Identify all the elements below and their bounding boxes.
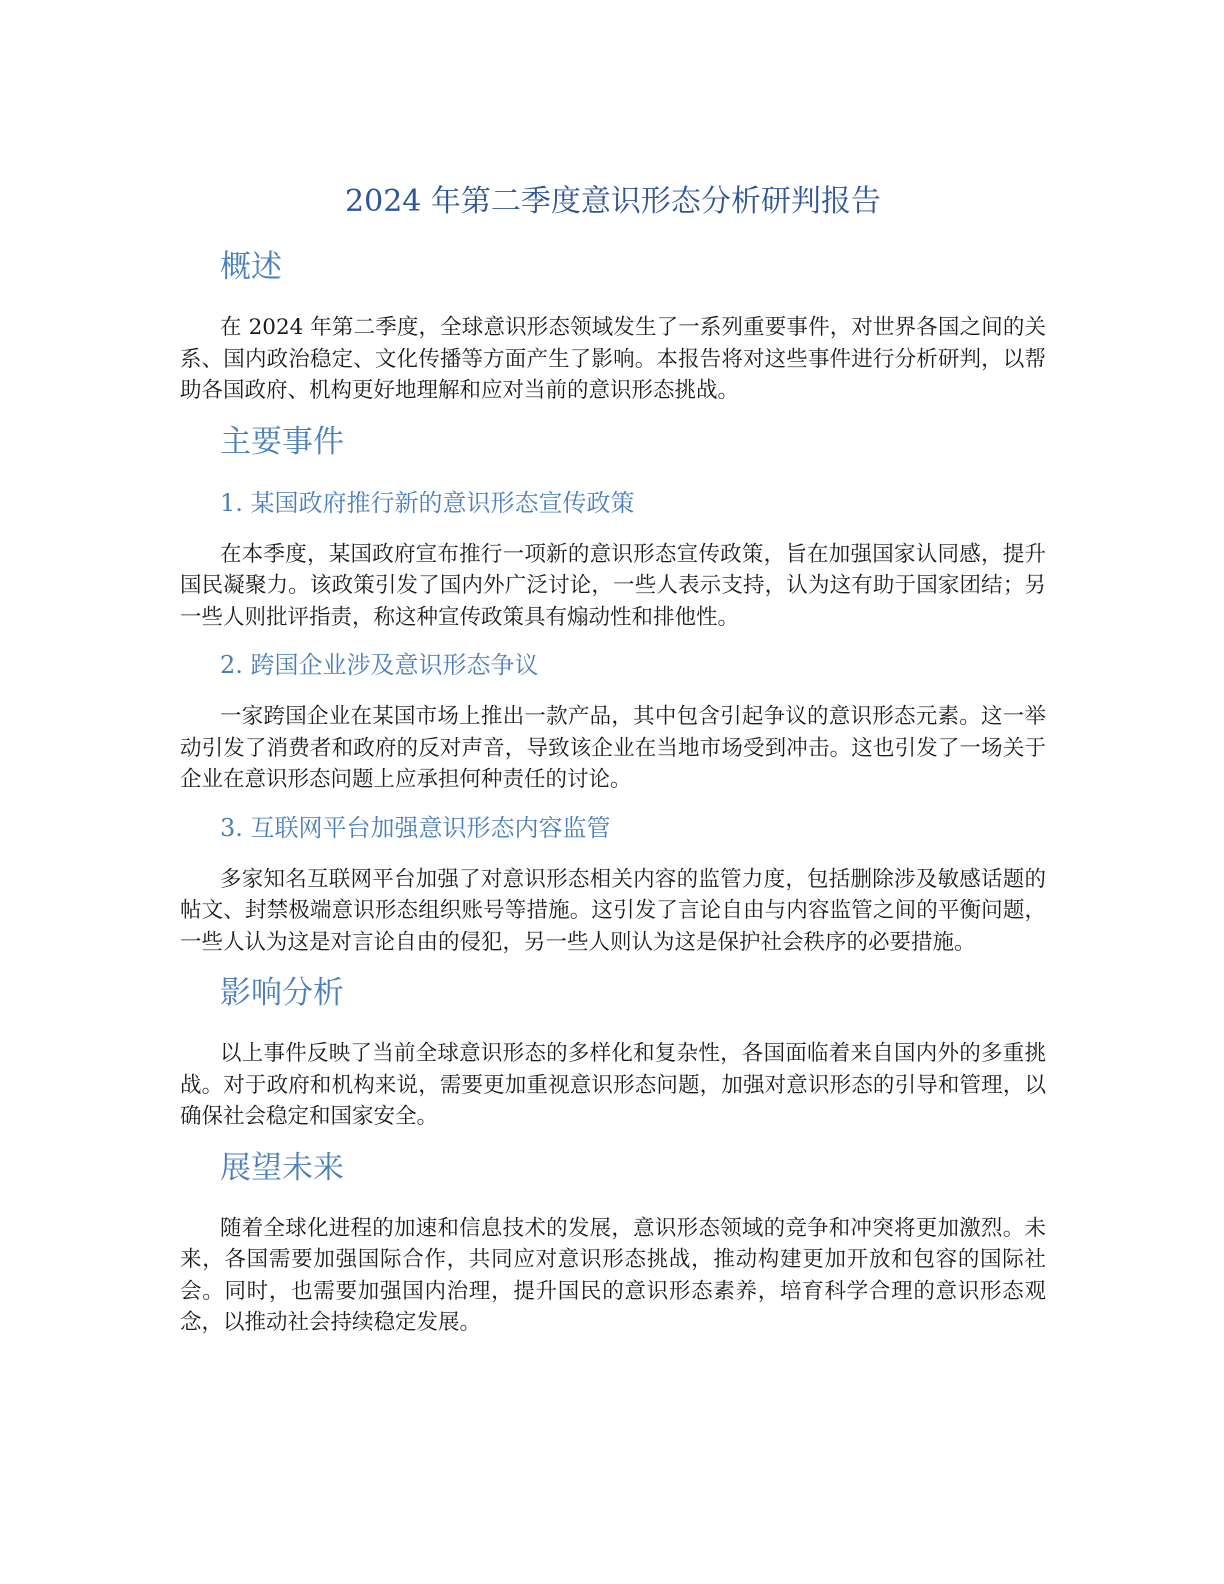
paragraph-impact: 以上事件反映了当前全球意识形态的多样化和复杂性，各国面临着来自国内外的多重挑战。对于政府和机构来说，需要更加重视意识形态问题，加强对意识形态的引导和管理，以确保社会稳定和国家安全。 [180, 1041, 1046, 1129]
section-heading-overview: 概述 [220, 249, 282, 285]
event-heading-3: 3. 互联网平台加强意识形态内容监管 [220, 813, 611, 842]
paragraph-event-1: 在本季度，某国政府宣布推行一项新的意识形态宣传政策，旨在加强国家认同感，提升国民凝聚力。该政策引发了国内外广泛讨论，一些人表示支持，认为这有助于国家团结；另一些人则批评指责，称这种宣传政策具有煽动性和排他性。 [180, 541, 1046, 630]
paragraph-outlook: 随着全球化进程的加速和信息技术的发展，意识形态领域的竞争和冲突将更加激烈。未来，各国需要加强国际合作，共同应对意识形态挑战，推动构建更加开放和包容的国际社会。同时，也需要加强国内治理，提升国民的意识形态素养，培育科学合理的意识形态观念，以推动社会持续稳定发展。 [180, 1215, 1046, 1335]
paragraph-overview: 在 2024 年第二季度，全球意识形态领域发生了一系列重要事件，对世界各国之间的关系、国内政治稳定、文化传播等方面产生了影响。本报告将对这些事件进行分析研判，以帮助各国政府、机构更好地理解和应对当前的意识形态挑战。 [180, 315, 1046, 403]
paragraph-event-3: 多家知名互联网平台加强了对意识形态相关内容的监管力度，包括删除涉及敏感话题的帖文、封禁极端意识形态组织账号等措施。这引发了言论自由与内容监管之间的平衡问题，一些人认为这是对言论自由的侵犯，另一些人则认为这是保护社会秩序的必要措施。 [180, 866, 1046, 955]
section-heading-outlook: 展望未来 [220, 1149, 344, 1186]
section-heading-impact: 影响分析 [220, 975, 344, 1011]
paragraph-event-2: 一家跨国企业在某国市场上推出一款产品，其中包含引起争议的意识形态元素。这一举动引发了消费者和政府的反对声音，导致该企业在当地市场受到冲击。这也引发了一场关于企业在意识形态问题上应承担何种责任的讨论。 [180, 704, 1046, 792]
event-heading-1: 1. 某国政府推行新的意识形态宣传政策 [220, 488, 635, 517]
section-heading-events: 主要事件 [220, 423, 344, 460]
event-heading-2: 2. 跨国企业涉及意识形态争议 [220, 651, 539, 679]
document-title: 2024 年第二季度意识形态分析研判报告 [345, 184, 881, 219]
document-page [180, 180, 1046, 1339]
